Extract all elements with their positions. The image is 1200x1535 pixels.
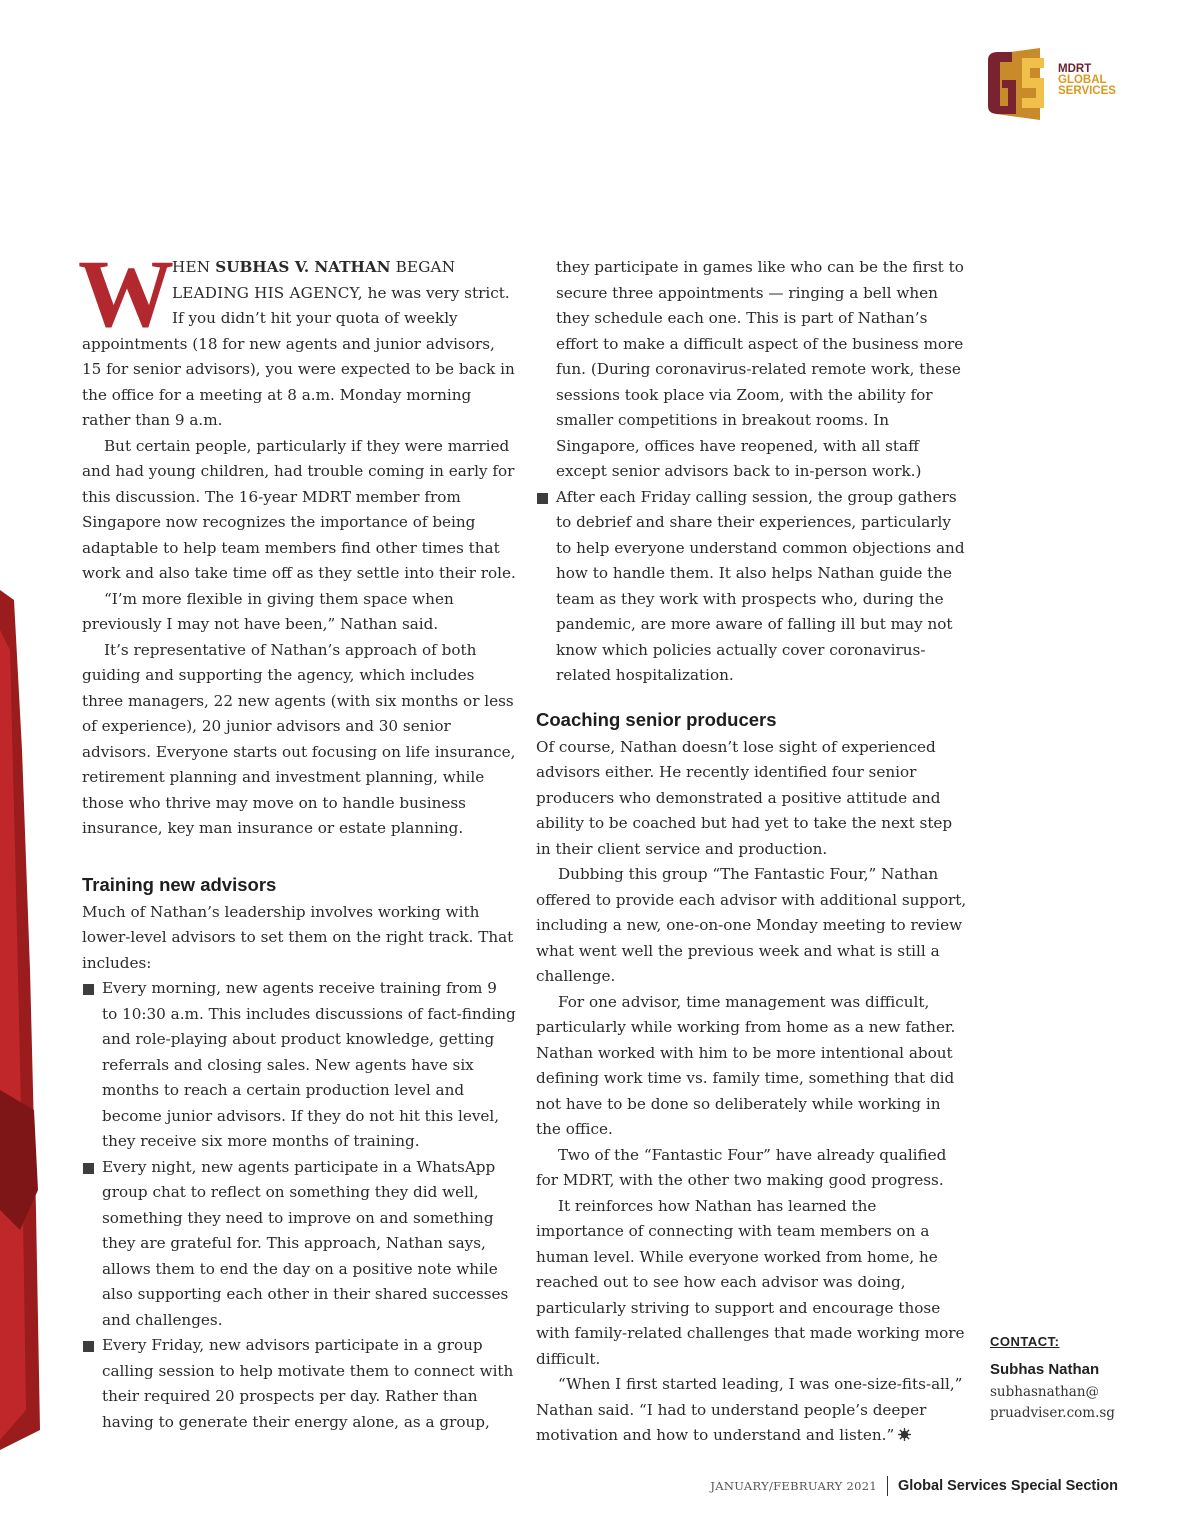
paragraph: It reinforces how Nathan has learned the importance of connecting with team members on a human level. While everyone worked from home, he reached out to see how each advisor was doing, particularly striving to support and encourage those with family-related challenges that made working more difficult.: [536, 1196, 965, 1368]
contact-box: [990, 1334, 1150, 1424]
issue-date: JANUARY/FEBRUARY 2021: [710, 1479, 877, 1493]
lead-paragraph-rest: he was very strict. If you didn’t hit your quota of weekly appointments (18 for new agents and junior advisors, 15 for senior advisors), you were expected to be back in the office for a meeting at 8 a.m. Monday morning rather than 9 a.m.: [82, 283, 515, 429]
paragraph: Much of Nathan’s leadership involves working with lower-level advisors to set them on the right track. That includes:: [82, 902, 514, 972]
contact-name: Subhas Nathan: [990, 1361, 1100, 1378]
bullet-square-icon: [83, 1341, 94, 1352]
contact-label: CONTACT:: [990, 1334, 1060, 1349]
bullet-square-icon: [83, 984, 94, 995]
bullet-item: [536, 485, 968, 689]
bullet-item: [82, 1333, 516, 1435]
section-title: Global Services Special Section: [897, 1478, 1118, 1494]
lead-paragraph: [78, 240, 516, 434]
bullet-item: [82, 1155, 516, 1334]
article-column-right: [536, 255, 968, 1449]
closing-text: “When I first started leading, I was one-size-fits-all,” Nathan said. “I had to understand people’s deeper motivation and how to understand and listen.”: [536, 1375, 963, 1444]
contact-email-line: subhasnathan@: [990, 1384, 1100, 1400]
bullet-text: After each Friday calling session, the group gathers to debrief and share their experiences, particularly to help everyone understand common objections and how to handle them. It also helps Nathan guide the team as they work with prospects who, during the pandemic, are more aware of falling ill but may not know which policies actually cover coronavirus-related hospitalization.: [556, 487, 965, 684]
decorative-red-strip: [0, 590, 50, 1450]
bullet-text: Every Friday, new advisors participate in a group calling session to help motivate them to connect with their required 20 prospects per day. Rather than having to generate their energy alone, as a group,: [102, 1336, 514, 1431]
bullet-continued-text: they participate in games like who can be the first to secure three appointments — ringing a bell when they schedule each one. This is part of Nathan’s effort to make a difficult aspect of the business more fun. (During coronavirus-related remote work, these sessions took place via Zoom, with the ability for smaller competitions in breakout rooms. In Singapore, offices have reopened, with all staff except senior advisors back to in-person work.): [556, 258, 964, 480]
page-footer: [710, 1476, 1118, 1496]
subheading-coaching: Coaching senior producers: [536, 708, 777, 730]
paragraph: For one advisor, time management was difficult, particularly while working from home as a new father. Nathan worked with him to be more intentional about defining work time vs. family time, something that did not have to be done so deliberately while working in the office.: [536, 992, 956, 1138]
bullet-square-icon: [537, 493, 548, 504]
paragraph: Two of the “Fantastic Four” have already qualified for MDRT, with the other two making good progress.: [536, 1145, 947, 1189]
paragraph: But certain people, particularly if they were married and had young children, had trouble coming in early for this discussion. The 16-year MDRT member from Singapore now recognizes the importance of being adaptable to help team members find other times that work and also take time off as they settle into their role.: [82, 436, 516, 582]
logo-line-mdrt: MDRT: [1058, 63, 1092, 75]
logo-line-global: GLOBAL: [1058, 74, 1107, 86]
end-mark-icon: [898, 1428, 911, 1441]
contact-email-line: pruadviser.com.sg: [990, 1405, 1115, 1421]
paragraph: Dubbing this group “The Fantastic Four,” Nathan offered to provide each advisor with additional support, including a new, one-on-one Monday meeting to review what went well the previous week and what is still a challenge.: [536, 865, 967, 985]
logo-s-letter: [1022, 58, 1044, 108]
drop-cap: W: [78, 240, 174, 347]
bullet-square-icon: [83, 1163, 94, 1174]
logo-line-services: SERVICES: [1058, 85, 1116, 97]
lead-in-text: HEN: [172, 258, 216, 276]
bullet-item: [82, 976, 516, 1155]
bullet-text: Every night, new agents participate in a WhatsApp group chat to reflect on something they did well, something they need to improve on and something they are grateful for. This approach, Nathan says, allows them to end the day on a positive note while also supporting each other in their shared successes and challenges.: [102, 1157, 509, 1329]
paragraph: Of course, Nathan doesn’t lose sight of experienced advisors either. He recently identified four senior producers who demonstrated a positive attitude and ability to be coached but had yet to take the next step in their client service and production.: [536, 737, 953, 858]
article-column-left: [78, 240, 516, 1435]
logo-text: [1058, 64, 1116, 97]
bullet-list-left: [82, 976, 516, 1435]
subheading-training: Training new advisors: [82, 873, 277, 895]
lead-in-name: SUBHAS V. NATHAN: [215, 258, 391, 276]
closing-paragraph: [536, 1372, 968, 1449]
paragraph: “I’m more flexible in giving them space when previously I may not have been,” Nathan said.: [82, 589, 454, 633]
lead-in-text-2: BEGAN LEADING HIS AGENCY,: [172, 258, 456, 302]
contact-email: [990, 1382, 1150, 1424]
footer-divider: [887, 1476, 888, 1496]
paragraph: It’s representative of Nathan’s approach of both guiding and supporting the agency, which includes three managers, 22 new agents (with six months or less of experience), 20 junior advisors and 30 senior advisors. Everyone starts out focusing on life insurance, retirement planning and investment planning, while those who thrive may move on to handle business insurance, key man insurance or estate planning.: [82, 640, 516, 837]
bullet-text: Every morning, new agents receive training from 9 to 10:30 a.m. This includes discussions of fact-finding and role-playing about product knowledge, getting referrals and closing sales. New agents have six months to reach a certain production level and become junior advisors. If they do not hit this level, they receive six more months of training.: [102, 979, 516, 1150]
bullet-list-right: [536, 485, 968, 689]
